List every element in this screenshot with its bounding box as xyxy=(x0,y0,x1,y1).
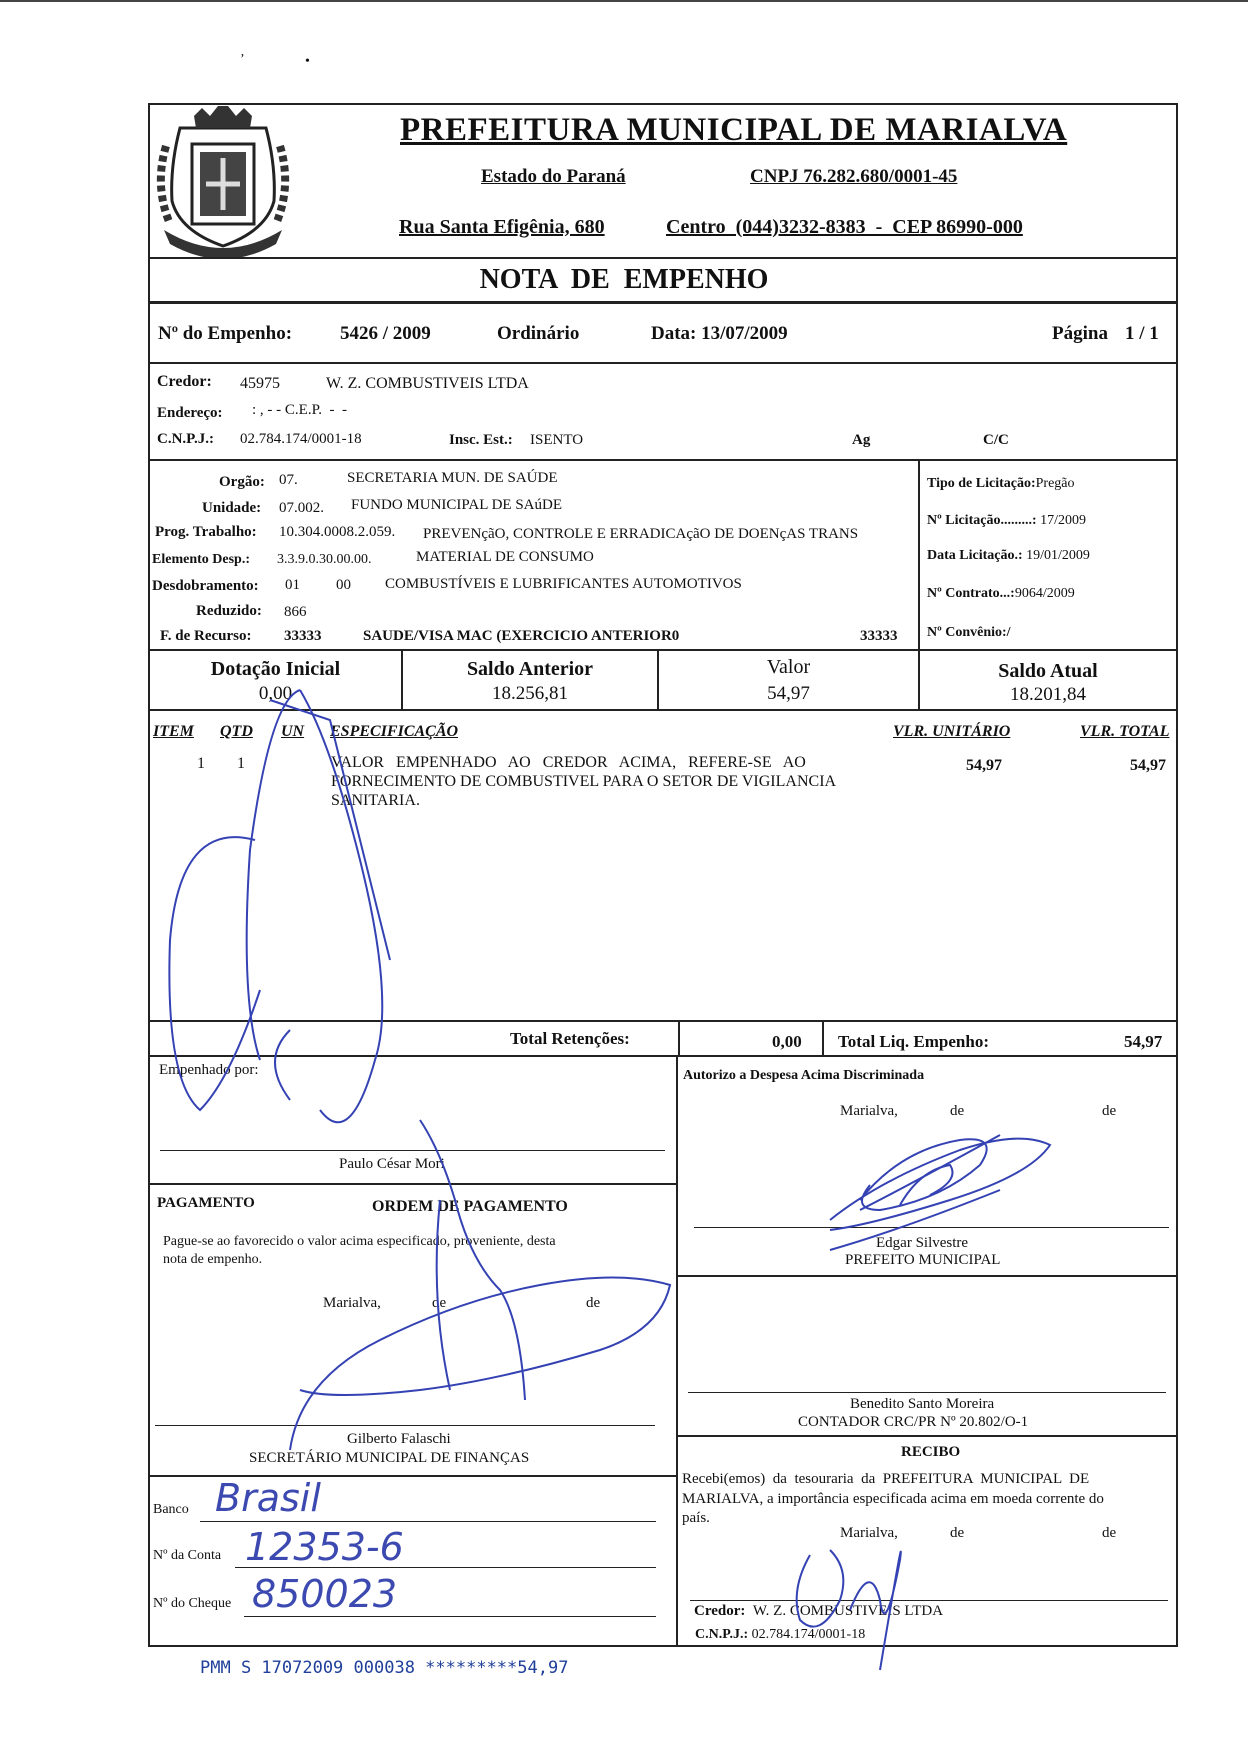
contador-name: Benedito Santo Moreira xyxy=(850,1396,995,1412)
elemento-code: 3.3.9.0.30.00.00. xyxy=(277,552,372,567)
total-liquido-value: 54,97 xyxy=(1124,1032,1163,1051)
cheque-line xyxy=(244,1616,656,1617)
empenho-type: Ordinário xyxy=(497,323,580,344)
column-header-qtd: QTD xyxy=(220,723,253,740)
recurso-name: SAUDE/VISA MAC (EXERCICIO ANTERIOR0 xyxy=(363,628,680,644)
orgao-code: 07. xyxy=(279,472,298,488)
signature-line xyxy=(155,1425,655,1426)
scan-edge xyxy=(0,0,1248,2)
recibo-cnpj: C.N.P.J.: 02.784.174/0001-18 xyxy=(695,1627,866,1642)
banco-line xyxy=(200,1521,656,1522)
elemento-label: Elemento Desp.: xyxy=(152,552,250,567)
unidade-label: Unidade: xyxy=(202,500,262,516)
pagamento-text: nota de empenho. xyxy=(163,1252,263,1267)
total-retencoes-label: Total Retenções: xyxy=(510,1029,630,1048)
licitacao-numero: Nº Licitação.........: 17/2009 xyxy=(927,513,1086,528)
page-number: 1 / 1 xyxy=(1125,323,1159,344)
divider xyxy=(676,1435,1178,1437)
saldo-anterior-label: Saldo Anterior xyxy=(466,658,594,680)
divider xyxy=(148,1020,1178,1022)
pagamento-city: Marialva, xyxy=(323,1295,381,1311)
empenho-date: Data: 13/07/2009 xyxy=(651,323,788,344)
empenho-number-label: Nº do Empenho: xyxy=(158,323,293,344)
recibo-city: Marialva, xyxy=(840,1525,898,1541)
autorizo-name: Edgar Silvestre xyxy=(876,1235,969,1251)
table-cell-total-value: 54,97 xyxy=(1130,757,1166,774)
address-street: Rua Santa Efigênia, 680 xyxy=(399,216,605,238)
table-cell-qtd: 1 xyxy=(237,755,245,772)
conta-label: Nº da Conta xyxy=(153,1548,222,1563)
divider xyxy=(148,257,1178,259)
prog-code: 10.304.0008.2.059. xyxy=(279,524,396,540)
divider xyxy=(678,1020,680,1056)
saldo-atual-label: Saldo Atual xyxy=(998,660,1098,682)
recibo-de: de xyxy=(1102,1525,1117,1541)
credor-cnpj: 02.784.174/0001-18 xyxy=(240,431,362,447)
recurso-code: 33333 xyxy=(284,628,322,644)
municipal-crest-icon xyxy=(150,106,296,258)
desdobramento-name: COMBUSTÍVEIS E LUBRIFICANTES AUTOMOTIVOS xyxy=(385,576,742,592)
orgao-label: Orgão: xyxy=(219,474,265,490)
prog-label: Prog. Trabalho: xyxy=(155,524,257,540)
address-label: Endereço: xyxy=(157,405,223,421)
column-header-total-value: VLR. TOTAL xyxy=(1080,723,1170,740)
licitacao-contrato: Nº Contrato...:9064/2009 xyxy=(927,586,1075,601)
cheque-handwritten: 850023 xyxy=(252,1572,398,1616)
pagamento-text: Pague-se ao favorecido o valor acima especificado, proveniente, desta xyxy=(163,1234,556,1249)
signature-line xyxy=(688,1392,1166,1393)
licitacao-tipo: Tipo de Licitação:Pregão xyxy=(927,476,1075,491)
recibo-de: de xyxy=(950,1525,965,1541)
pagamento-name: Gilberto Falaschi xyxy=(347,1431,451,1447)
credor-address: : , - - C.E.P. - - xyxy=(252,402,347,418)
unidade-code: 07.002. xyxy=(279,500,324,516)
pagamento-role: SECRETÁRIO MUNICIPAL DE FINANÇAS xyxy=(249,1450,530,1466)
recibo-text: Recebi(emos) da tesouraria da PREFEITURA MUNICIPAL DE xyxy=(682,1471,1090,1487)
column-header-spec: ESPECIFICAÇÃO xyxy=(330,723,459,740)
credor-code: 45975 xyxy=(240,375,280,392)
recurso-label: F. de Recurso: xyxy=(160,628,252,644)
recibo-title: RECIBO xyxy=(901,1444,961,1460)
signature-line xyxy=(694,1227,1169,1228)
column-header-un: UN xyxy=(281,723,305,740)
divider xyxy=(148,1055,1178,1057)
total-liquido-label: Total Liq. Empenho: xyxy=(838,1032,989,1051)
cc-label: C/C xyxy=(983,432,1009,448)
recibo-text: MARIALVA, a importância especificada acima em moeda corrente do xyxy=(682,1491,1104,1507)
desdobramento-code2: 00 xyxy=(336,577,351,593)
reduzido-value: 866 xyxy=(284,604,307,620)
pagamento-de: de xyxy=(432,1295,447,1311)
divider xyxy=(148,1183,676,1185)
column-header-unit-value: VLR. UNITÁRIO xyxy=(893,723,1011,740)
recibo-text: país. xyxy=(682,1510,710,1526)
pagamento-label: PAGAMENTO xyxy=(157,1195,255,1211)
payment-stamp: PMM S 17072009 000038 *********54,97 xyxy=(200,1658,569,1678)
reduzido-label: Reduzido: xyxy=(196,603,262,619)
dotacao-label: Dotação Inicial xyxy=(210,658,341,680)
state-label: Estado do Paraná xyxy=(481,166,626,187)
saldo-atual-value: 18.201,84 xyxy=(1010,684,1086,705)
ordem-pagamento-label: ORDEM DE PAGAMENTO xyxy=(372,1198,568,1215)
table-cell-spec-line: VALOR EMPENHADO AO CREDOR ACIMA, REFERE-SE AO xyxy=(331,754,806,771)
recurso-code2: 33333 xyxy=(860,628,898,644)
table-cell-spec-line: SANITARIA. xyxy=(331,792,420,809)
divider xyxy=(148,649,1178,651)
autorizo-role: PREFEITO MUNICIPAL xyxy=(845,1252,1001,1268)
licitacao-data: Data Licitação.: 19/01/2009 xyxy=(927,548,1090,563)
autorizo-label: Autorizo a Despesa Acima Discriminada xyxy=(683,1068,925,1083)
cnpj-header: CNPJ 76.282.680/0001-45 xyxy=(750,166,958,187)
credor-label: Credor: xyxy=(157,373,212,390)
contador-role: CONTADOR CRC/PR Nº 20.802/O-1 xyxy=(798,1414,1029,1430)
divider xyxy=(148,709,1178,711)
valor-value: 54,97 xyxy=(767,683,810,704)
elemento-name: MATERIAL DE CONSUMO xyxy=(416,549,594,565)
autorizo-de: de xyxy=(950,1103,965,1119)
desdobramento-label: Desdobramento: xyxy=(152,578,259,594)
table-cell-unit-value: 54,97 xyxy=(966,757,1002,774)
autorizo-de: de xyxy=(1102,1103,1117,1119)
credor-name: W. Z. COMBUSTIVEIS LTDA xyxy=(326,375,529,392)
empenhado-label: Empenhado por: xyxy=(159,1062,259,1078)
conta-handwritten: 12353-6 xyxy=(245,1525,404,1569)
table-cell-item: 1 xyxy=(197,755,205,772)
divider xyxy=(918,459,920,650)
column-header-item: ITEM xyxy=(153,723,194,740)
banco-label: Banco xyxy=(153,1502,189,1517)
saldo-anterior-value: 18.256,81 xyxy=(492,683,568,704)
autorizo-city: Marialva, xyxy=(840,1103,898,1119)
table-cell-spec-line: FORNECIMENTO DE COMBUSTIVEL PARA O SETOR DE VIGILANCIA xyxy=(331,773,837,790)
dotacao-value: 0,00 xyxy=(258,683,293,704)
licitacao-convenio: Nº Convênio:/ xyxy=(927,625,1011,640)
cnpj-label: C.N.P.J.: xyxy=(157,431,214,447)
signature-line xyxy=(160,1150,665,1151)
desdobramento-code1: 01 xyxy=(285,577,300,593)
page-title: PREFEITURA MUNICIPAL DE MARIALVA xyxy=(400,112,1068,148)
cheque-label: Nº do Cheque xyxy=(153,1596,232,1611)
prog-name: PREVENçãO, CONTROLE E ERRADICAçãO DE DOENçAS TRANS xyxy=(423,526,859,542)
page-label: Página xyxy=(1052,323,1108,344)
ag-label: Ag xyxy=(852,432,871,448)
valor-label: Valor xyxy=(766,656,811,678)
address-city: Centro (044)3232-8383 - CEP 86990-000 xyxy=(666,216,1023,238)
pagamento-de: de xyxy=(586,1295,601,1311)
signature-line xyxy=(690,1600,1168,1601)
document-title: NOTA DE EMPENHO xyxy=(479,264,769,295)
insc-label: Insc. Est.: xyxy=(449,432,513,448)
orgao-name: SECRETARIA MUN. DE SAÚDE xyxy=(347,470,558,486)
unidade-name: FUNDO MUNICIPAL DE SAúDE xyxy=(351,497,562,513)
divider xyxy=(676,1275,1178,1277)
total-retencoes-value: 0,00 xyxy=(772,1032,802,1051)
divider xyxy=(148,362,1178,364)
divider xyxy=(676,1055,678,1645)
recibo-credor: Credor: W. Z. COMBUSTIVEIS LTDA xyxy=(694,1603,944,1619)
empenho-number: 5426 / 2009 xyxy=(340,323,431,344)
banco-handwritten: Brasil xyxy=(215,1476,321,1520)
divider xyxy=(148,459,1178,461)
divider xyxy=(148,301,1178,304)
scan-speck: ʼ xyxy=(240,52,245,67)
insc-value: ISENTO xyxy=(530,432,584,448)
scan-speck: • xyxy=(305,54,310,69)
empenhado-name: Paulo César Mori xyxy=(339,1156,445,1172)
divider xyxy=(822,1020,824,1056)
